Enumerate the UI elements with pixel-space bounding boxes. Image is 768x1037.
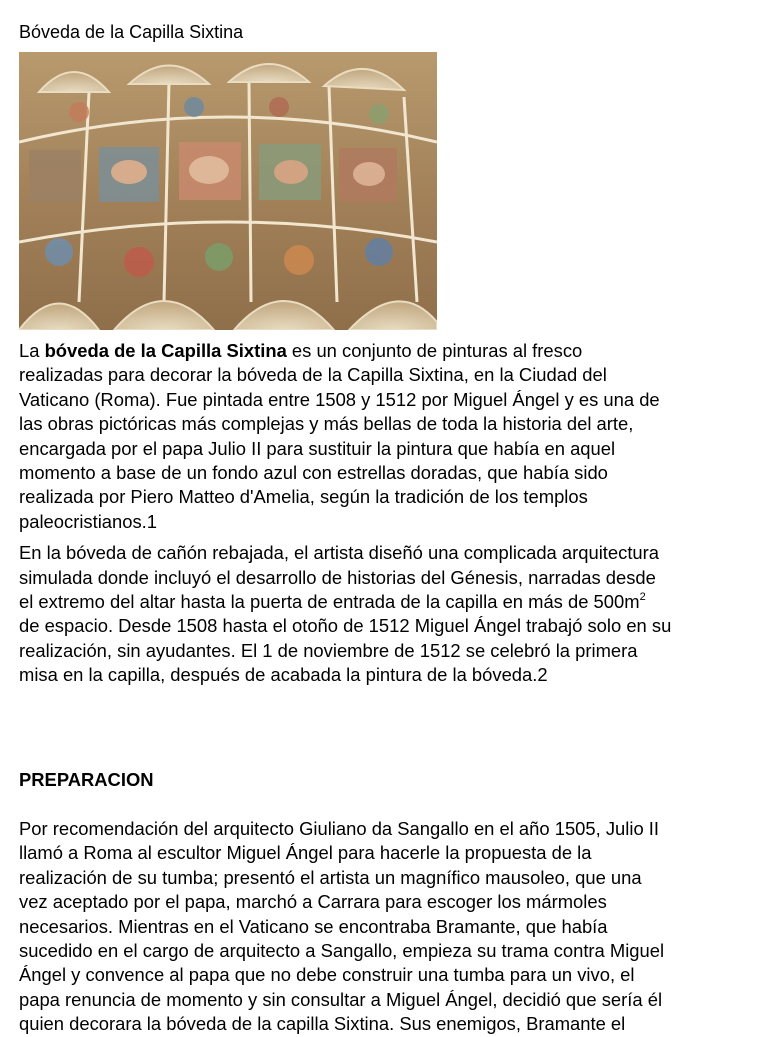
section-heading-preparacion: PREPARACION xyxy=(19,769,154,790)
text-line: realizada por Piero Matteo d'Amelia, según la tradición de los templos xyxy=(19,486,588,508)
text-line: Por recomendación del arquitecto Giuliano da Sangallo en el año 1505, Julio II xyxy=(19,818,660,839)
text-line: llamó a Roma al escultor Miguel Ángel para hacerle la propuesta de la xyxy=(19,842,592,864)
preparacion-paragraph xyxy=(19,817,664,1037)
text-line: realización de su tumba; presentó el artista un magnífico mausoleo, que una xyxy=(19,866,642,888)
text-line: En la bóveda de cañón rebajada, el artista diseñó una complicada arquitectura xyxy=(19,542,660,564)
text-line: necesarios. Mientras en el Vaticano se encontraba Bramante, que había xyxy=(19,915,608,937)
text-line: realización, sin ayudantes. El 1 de noviembre de 1512 se celebró la primera xyxy=(19,639,638,661)
text-line: las obras pictóricas más complejas y más bellas de toda la historia del arte, xyxy=(19,413,634,435)
superscript-two: 2 xyxy=(639,591,646,604)
intro-suffix: es un conjunto de pinturas al fresco xyxy=(286,340,583,361)
text-line: quien decorara la bóveda de la capilla Sixtina. Sus enemigos, Bramante el xyxy=(19,1013,626,1035)
text-line: encargada por el papa Julio II para sustituir la pintura que había en aquel xyxy=(19,437,616,459)
text-line: paleocristianos.1 xyxy=(19,510,158,532)
document-page xyxy=(19,20,759,1035)
text-line: Vaticano (Roma). Fue pintada entre 1508 y 1512 por Miguel Ángel y es una de xyxy=(19,388,660,410)
document-title: Bóveda de la Capilla Sixtina xyxy=(19,22,244,42)
text-line: momento a base de un fondo azul con estrellas doradas, que había sido xyxy=(19,462,608,484)
intro-bold-term: bóveda de la Capilla Sixtina xyxy=(44,340,287,361)
text-line: vez aceptado por el papa, marchó a Carrara para escoger los mármoles xyxy=(19,891,607,913)
text-line: Ángel y convence al papa que no debe construir una tumba para un vivo, el xyxy=(19,964,635,986)
text-line: de espacio. Desde 1508 hasta el otoño de 1512 Miguel Ángel trabajó solo en su xyxy=(19,615,672,637)
text-line: realizadas para decorar la bóveda de la Capilla Sixtina, en la Ciudad del xyxy=(19,364,607,386)
intro-paragraph xyxy=(19,339,759,534)
text-line: el extremo del altar hasta la puerta de entrada de la capilla en más de 500m xyxy=(19,591,640,613)
text-line: papa renuncia de momento y sin consultar a Miguel Ángel, decidió que sería él xyxy=(19,988,663,1010)
text-line: sucedido en el cargo de arquitecto a Sangallo, empieza su trama contra Miguel xyxy=(19,940,665,962)
intro-prefix: La xyxy=(19,340,45,361)
description-paragraph xyxy=(19,541,759,687)
text-line: simulada donde incluyó el desarrollo de historias del Génesis, narradas desde xyxy=(19,566,656,588)
text-line: misa en la capilla, después de acabada la pintura de la bóveda.2 xyxy=(19,664,548,686)
sistine-ceiling-image xyxy=(19,52,437,330)
